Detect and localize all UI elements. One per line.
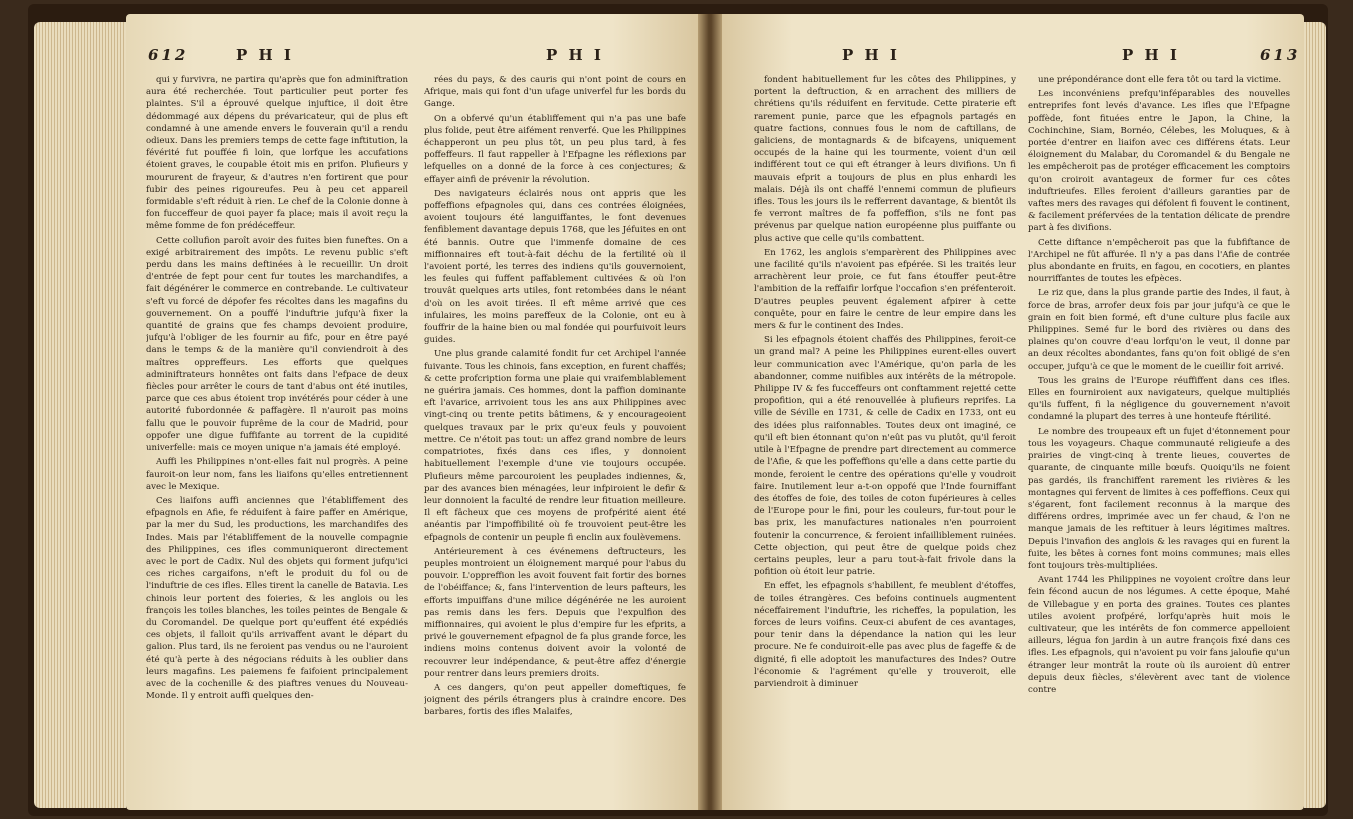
paragraph: rées du pays, & des cauris qui n'ont point de cours en Afrique, mais qui font d'un ufage univerfel fur les bords du Gange.	[424, 75, 686, 110]
paragraph: Avant 1744 les Philippines ne voyoient croître dans leur fein fécond aucun de nos légumes. A cette époque, Mahé de Villebague y en porta des graines. Toutes ces plantes utiles avoient profpéré, lorfqu'après huit mois le cultivateur, que les intérêts de fon commerce appelloient ailleurs, légua fon jardin à un autre françois fixé dans ces ifles. Les efpagnols, qui n'avoient pu voir fans jaloufie qu'un étranger leur montrât la route où ils auroient dû entrer depuis deux fiècles, s'élevèrent avec tant de violence contre	[1028, 575, 1290, 695]
running-head-left-2: P H I	[546, 46, 604, 64]
paragraph: une prépondérance dont elle fera tôt ou tard la victime.	[1038, 75, 1282, 85]
paragraph: Une plus grande calamité fondit fur cet Archipel l'année fuivante. Tous les chinois, fans exception, en furent chaffés; & cette profcription forma une plaie qui vraifemblablement ne guérira jamais. Ces hommes, dont la paffion dominante eft l'avarice, arrivoient tous les ans aux Philippines avec vingt-cinq ou trente petits bâtimens, & y encourageoient quelques travaux par le prix qu'eux feuls y pouvoient mettre. Ce n'étoit pas tout: un affez grand nombre de leurs compatriotes, fixés dans ces ifles, y donnoient habituellement l'exemple d'une vie toujours occupée. Plufieurs même parcouroient les peuplades indiennes, &, par des avances bien ménagées, leur infpiroient le defir & leur donnoient la faculté de rendre leur fituation meilleure. Il eft fâcheux que ces moyens de profpérité aient été anéantis par l'impoffibilité où fe trouvoient peut-être les efpagnols de contenir un peuple fi enclin aux foulèvemens.	[424, 349, 686, 543]
paragraph: On a obfervé qu'un établiffement qui n'a pas une bafe plus folide, peut être aifément renverfé. Que les Philippines échapperont un peu plus tôt, un peu plus tard, à fes poffeffeurs. Il faut rappeller à l'Efpagne les réflexions par lefquelles on a donné de la force à ces conjectures; & effayer ainfi de prévenir la révolution.	[424, 113, 686, 185]
paragraph: A ces dangers, qu'on peut appeller domeftiques, fe joignent des périls étrangers plus à craindre encore. Des barbares, fortis des ifles Malaifes,	[424, 682, 686, 718]
paragraph: Ces liaifons auffi anciennes que l'établiffement des efpagnols en Afie, fe réduifent à faire paffer en Amérique, par la mer du Sud, les productions, les marchandifes des Indes. Mais par l'établiffement de la nouvelle compagnie des Philippines, ces ifles communiqueront directement avec le port de Cadix. Nul des objets qui forment jufqu'ici ces riches cargaifons, n'eft le produit du fol ou de l'induftrie de ces ifles. Elles tirent la canelle de Batavia. Les chinois leur portent des foieries, & les anglois ou les françois les toiles blanches, les toiles peintes de Bengale & du Coromandel. De quelque port qu'euffent été expédiés ces objets, il falloit qu'ils arrivaffent avant le départ du galion. Plus tard, ils ne feroient pas vendus ou ne l'auroient été qu'à perte à des négocians réduits à les oublier dans leurs magafins. Les paiemens fe faifoient principalement avec de la cochenille & des piaftres venues du Nouveau-Monde. Il y entroit auffi quelques den-	[146, 495, 408, 702]
paragraph: En effet, les efpagnols s'habillent, fe meublent d'étoffes, de toiles étrangères. Ces befoins continuels augmentent néceffairement l'induftrie, les richeffes, la population, les forces de leurs voifins. Ceux-ci abufent de ces avantages, pour tenir dans la dépendance la nation qui les leur procure. Ne fe conduiroit-elle pas avec plus de fageffe & de dignité, fi elle adoptoit les manufactures des Indes? Outre l'économie & l'agrément qu'elle y trouveroit, elle parviendroit à diminuer	[754, 581, 1016, 689]
left-page	[126, 14, 698, 810]
paragraph: Des navigateurs éclairés nous ont appris que les poffeffions efpagnoles qui, dans ces contrées éloignées, avoient toujours été languiffantes, le font devenues fenfiblement davantage depuis 1768, que les Jéfuites en ont été bannis. Outre que l'immenfe domaine de ces miffionnaires eft tout-à-fait déchu de la fertilité où il l'avoient porté, les terres des indiens qu'ils gouvernoient, les feules qui fuffent paffablement cultivées & où l'on trouvât quelques arts utiles, font retombées dans le néant d'où on les avoit tirées. Il eft même arrivé que ces infulaires, les moins pareffeux de la Colonie, ont eu à fouffrir de la haine bien ou mal fondée qui pourfuivoit leurs guides.	[424, 188, 686, 346]
page-number-left: 612	[148, 46, 189, 64]
paragraph: Le riz que, dans la plus grande partie des Indes, il faut, à force de bras, arrofer deux fois par jour jufqu'à ce que le grain en foit bien formé, eft d'une culture plus facile aux Philippines. Semé fur le bord des rivières ou dans des plaines qu'on couvre d'eau lorfqu'on le veut, il donne par an deux récoltes abondantes, fans qu'on foit obligé de s'en occuper, jufqu'à ce que le moment de le cueillir foit arrivé.	[1028, 288, 1290, 372]
running-head-right-2: P H I	[1122, 46, 1180, 64]
paragraph: Les inconvéniens prefqu'inféparables des nouvelles entreprifes font levés d'avance. Les ifles que l'Efpagne poffède, font fituées entre le Japon, la Chine, la Cochinchine, Siam, Bornéo, Célebes, les Moluques, & à portée d'entrer en liaifon avec ces différens états. Leur éloignement du Malabar, du Coromandel & du Bengale ne les empêcheroit pas de protéger efficacement les comptoirs qu'on croiroit avantageux de former fur ces côtes induftrieufes. Elles feroient d'ailleurs garanties par de vaftes mers des ravages qui défolent fi fouvent le continent, & facilement préfervées de la tentation délicate de prendre part à fes divifions.	[1028, 89, 1290, 234]
page-number-right: 613	[1260, 46, 1301, 64]
open-book	[28, 4, 1328, 816]
paragraph: Antérieurement à ces événemens deftructeurs, les peuples montroient un éloignement marqué pour l'abus du pouvoir. L'oppreffion les avoit fouvent fait fortir des bornes de l'obéiffance; &, fans l'intervention de leurs pafteurs, les efforts impuiffans d'une milice dégénérée ne les auroient pas remis dans les fers. Depuis que l'expulfion des miffionnaires, qui avoient le plus d'empire fur les efprits, a privé le gouvernement efpagnol de fa plus grande force, les indiens moins contenus doivent avoir la volonté de recouvrer leur indépendance, & peut-être affez d'énergie pour rentrer dans leurs premiers droits.	[424, 546, 686, 679]
running-head-right-1: P H I	[842, 46, 900, 64]
right-page-column-2	[1028, 74, 1290, 774]
paragraph: Auffi les Philippines n'ont-elles fait nul progrès. A peine fauroit-on leur nom, fans les liaifons qu'elles entretiennent avec le Mexique.	[146, 457, 408, 492]
left-page-column-2	[424, 74, 686, 774]
right-page-column-1	[754, 74, 1016, 774]
page-edges-left	[34, 22, 126, 808]
page-edges-right	[1304, 22, 1326, 808]
paragraph: Si les efpagnols étoient chaffés des Philippines, feroit-ce un grand mal? A peine les Philippines eurent-elles ouvert leur communication avec l'Amérique, qu'on parla de les abandonner, comme nuifibles aux intérêts de la métropole. Philippe IV & fes fucceffeurs ont conftamment rejetté cette propofition, qui a été renouvellée à plufieurs reprifes. La ville de Séville en 1731, & celle de Cadix en 1733, ont eu des idées plus raifonnables. Toutes deux ont imaginé, ce qu'il eft bien étonnant qu'on n'eût pas vu plutôt, qu'il feroit utile à l'Efpagne de prendre part directement au commerce de l'Afie, & que les poffeffions qu'elle a dans cette partie du monde, feroient le centre des opérations qu'elle y voudroit faire. Inutilement leur a-t-on oppofé que l'Inde fourniffant des étoffes de foie, des toiles de coton fupérieures à celles de l'Europe pour le fini, pour les couleurs, fur-tout pour le bas prix, les manufactures nationales n'en pourroient foutenir la concurrence, & feroient infailliblement ruinées. Cette objection, qui peut être de quelque poids chez certains peuples, leur a paru tout-à-fait frivole dans la pofition où étoit leur patrie.	[754, 335, 1016, 578]
book-gutter	[698, 14, 722, 810]
running-head-left-1: P H I	[236, 46, 294, 64]
paragraph: Le nombre des troupeaux eft un fujet d'étonnement pour tous les voyageurs. Chaque communauté religieufe a des prairies de vingt-cinq à trente lieues, couvertes de quarante, de cinquante mille bœufs. Quoiqu'ils ne foient pas gardés, ils franchiffent rarement les rivières & les montagnes qui fervent de limites à ces poffeffions. Ceux qui s'égarent, font facilement reconnus à la marque des différens ordres, imprimée avec un fer chaud, & l'on ne manque jamais de les reftituer à leurs légitimes maîtres. Depuis l'invafion des anglois & les ravages qui en furent la fuite, les bêtes à cornes font moins communes; mais elles font toujours très-multipliées.	[1028, 426, 1290, 571]
paragraph: Cette diftance n'empêcheroit pas que la fubfiftance de l'Archipel ne fût affurée. Il n'y a pas dans l'Afie de contrée plus abondante en fruits, en fagou, en cocotiers, en plantes nourriffantes de toutes les efpèces.	[1028, 237, 1290, 285]
left-page-column-1	[146, 74, 408, 774]
paragraph: Cette collufion paroît avoir des fuites bien funeftes. On a exigé arbitrairement des impôts. Le revenu public s'eft perdu dans les mains deftinées à le recueillir. Un droit d'entrée de fept pour cent fur toutes les marchandifes, a fait dégénérer le commerce en contrebande. Le cultivateur s'eft vu forcé de dépofer fes récoltes dans les magafins du gouvernement. On a pouffé l'induftrie jufqu'à fixer la quantité de grains que fes champs devoient produire, jufqu'à l'obliger de les fournir au fifc, pour en être payé dans le temps & de la manière qu'il conviendroit à des maîtres oppreffeurs. Les efforts que quelques adminiftrateurs honnêtes ont faits dans l'efpace de deux fiècles pour arrêter le cours de tant d'abus ont été inutiles, parce que ces abus étoient trop invétérés pour céder à une autorité fubordonnée & paffagère. Il n'auroit pas moins fallu que le pouvoir fuprême de la cour de Madrid, pour oppofer une digue fuffifante au torrent de la cupidité univerfelle: mais ce moyen unique n'a jamais été employé.	[146, 235, 408, 454]
paragraph: fondent habituellement fur les côtes des Philippines, y portent la deftruction, & en arrachent des milliers de chrétiens qu'ils réduifent en fervitude. Cette piraterie eft rarement punie, parce que les efpagnols partagés en quatre factions, connues fous le nom de caftillans, de galiciens, de montagnards & de bifcayens, uniquement occupés de la haine qui les tourmente, voient d'un œil indifférent tout ce qui eft étranger à leurs divifions. Un fi mauvais efprit a toujours de plus en plus enhardi les malais. Déjà ils ont chaffé l'ennemi commun de plufieurs ifles. Tous les jours ils le refferrent davantage, & bientôt ils fe verront maîtres de fa poffeffion, s'ils ne font pas prévenus par quelque nation européenne plus puiffante ou plus active que celle qu'ils combattent.	[754, 75, 1016, 244]
right-page	[722, 14, 1304, 810]
paragraph: qui y furvivra, ne partira qu'après que fon adminiftration aura été recherchée. Tout particulier peut porter fes plaintes. S'il a éprouvé quelque injuftice, il doit être dédommagé aux dépens du prévaricateur, qui de plus eft condamné à une amende envers le fouverain qu'il a rendu odieux. Dans les premiers temps de cette fage inftitution, la févérité fut pouffée fi loin, que lorfque les accufations étoient graves, le coupable étoit mis en prifon. Plufieurs y moururent de frayeur, & d'autres n'en fortirent que pour fubir des peines rigoureufes. Peu à peu cet appareil formidable s'eft réduit à rien. Le chef de la Colonie donne à fon fucceffeur de quoi payer fa place; mais il avoit reçu la même fomme de fon prédéceffeur.	[146, 75, 408, 232]
paragraph: En 1762, les anglois s'emparèrent des Philippines avec une facilité qu'ils n'avoient pas efpérée. Si les traités leur arrachèrent leur proie, ce fut fans étouffer peut-être l'ambition de la reffaifir lorfque l'occafion s'en préfenteroit. D'autres peuples peuvent également afpirer à cette conquête, pour en faire le centre de leur empire dans les mers & fur le continent des Indes.	[754, 247, 1016, 332]
paragraph: Tous les grains de l'Europe réuffiffent dans ces ifles. Elles en fourniroient aux navigateurs, quelque multipliés qu'ils fuffent, fi la négligence du gouvernement n'avoit condamné la plupart des terres à une honteufe ftérilité.	[1028, 375, 1290, 423]
